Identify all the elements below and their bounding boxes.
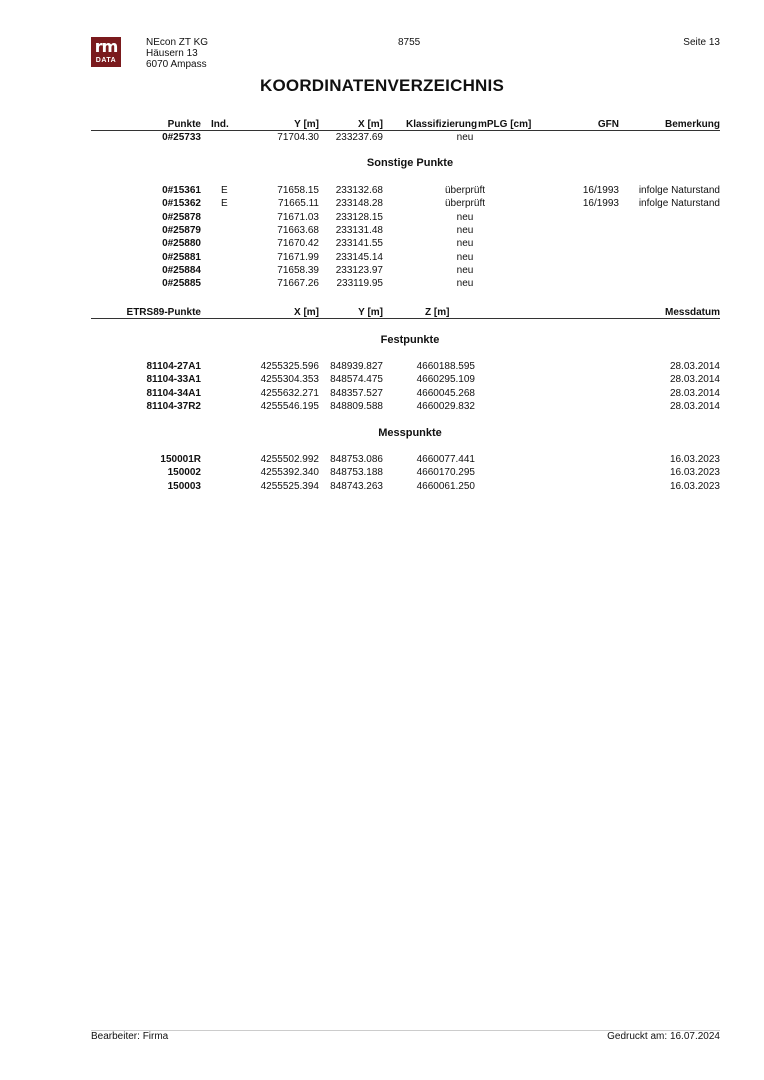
cell-punkte: 0#25885 bbox=[162, 278, 201, 290]
cell-klassifizierung: neu bbox=[456, 251, 474, 263]
section-messpunkte: Messpunkte bbox=[378, 427, 442, 439]
cell-gfn: 16/1993 bbox=[582, 185, 619, 196]
table-row bbox=[0, 251, 764, 264]
cell-punkte: 0#15361 bbox=[162, 185, 201, 196]
cell-x: 4255525.394 bbox=[260, 480, 319, 492]
cell-x: 233141.55 bbox=[335, 238, 383, 250]
cell-x: 233128.15 bbox=[335, 211, 383, 223]
table-row bbox=[0, 373, 764, 386]
col-klassifizierung: Klassifizierung bbox=[406, 119, 478, 130]
cell-y: 71671.03 bbox=[277, 211, 319, 223]
col-y: Y [m] bbox=[294, 119, 319, 130]
cell-punkte: 81104-27A1 bbox=[146, 361, 201, 372]
cell-y: 71658.15 bbox=[277, 185, 319, 196]
section-festpunkte: Festpunkte bbox=[380, 334, 440, 346]
cell-x: 4255392.340 bbox=[260, 467, 319, 479]
cell-x: 4255632.271 bbox=[260, 387, 319, 399]
company-street: Häusern 13 bbox=[146, 48, 198, 59]
col-gfn: GFN bbox=[597, 119, 619, 130]
cell-y: 71667.26 bbox=[277, 278, 319, 290]
table-row bbox=[0, 197, 764, 210]
cell-punkte: 0#25733 bbox=[162, 132, 201, 143]
cell-klassifizierung: neu bbox=[456, 264, 474, 276]
cell-x: 4255546.195 bbox=[260, 400, 319, 412]
cell-punkte: 0#25881 bbox=[162, 251, 201, 263]
cell-z: 4660029.832 bbox=[416, 400, 475, 412]
cell-messdatum: 28.03.2014 bbox=[669, 387, 720, 399]
cell-y: 71658.39 bbox=[277, 264, 319, 276]
cell-y: 848743.263 bbox=[330, 480, 383, 492]
cell-bemerkung: infolge Naturstand bbox=[638, 198, 720, 210]
cell-messdatum: 28.03.2014 bbox=[669, 374, 720, 386]
cell-y: 848574.475 bbox=[330, 374, 383, 386]
cell-x: 233237.69 bbox=[335, 132, 383, 143]
rmdata-logo bbox=[91, 37, 121, 67]
cell-z: 4660188.595 bbox=[416, 361, 475, 372]
cell-punkte: 0#25879 bbox=[162, 224, 201, 236]
cell-y: 848357.527 bbox=[330, 387, 383, 399]
table-row bbox=[0, 277, 764, 290]
cell-klassifizierung: überprüft bbox=[444, 198, 486, 210]
section-sonstige-punkte: Sonstige Punkte bbox=[366, 157, 454, 169]
table-row bbox=[0, 224, 764, 237]
cell-klassifizierung: überprüft bbox=[444, 185, 486, 196]
cell-x: 233131.48 bbox=[335, 224, 383, 236]
cell-messdatum: 28.03.2014 bbox=[669, 400, 720, 412]
table-row bbox=[0, 237, 764, 250]
cell-punkte: 150002 bbox=[167, 467, 201, 479]
company-name: NEcon ZT KG bbox=[146, 37, 209, 48]
cell-y: 71663.68 bbox=[277, 224, 319, 236]
table-row bbox=[0, 184, 764, 197]
cell-messdatum: 28.03.2014 bbox=[669, 361, 720, 372]
cell-klassifizierung: neu bbox=[456, 211, 474, 223]
cell-punkte: 150001R bbox=[160, 454, 201, 465]
table-row bbox=[0, 387, 764, 400]
cell-z: 4660045.268 bbox=[416, 387, 475, 399]
cell-x: 4255304.353 bbox=[260, 374, 319, 386]
cell-x: 233145.14 bbox=[335, 251, 383, 263]
col-mplg: mPLG [cm] bbox=[478, 119, 532, 130]
cell-punkte: 0#25880 bbox=[162, 238, 201, 250]
cell-messdatum: 16.03.2023 bbox=[669, 480, 720, 492]
table-row bbox=[0, 466, 764, 479]
logo-text-data: DATA bbox=[95, 57, 117, 64]
table-row bbox=[0, 480, 764, 493]
col-y: Y [m] bbox=[358, 307, 383, 318]
cell-x: 4255325.596 bbox=[260, 361, 319, 372]
cell-punkte: 150003 bbox=[167, 480, 201, 492]
cell-klassifizierung: neu bbox=[456, 238, 474, 250]
col-z: Z [m] bbox=[425, 307, 450, 318]
col-x: X [m] bbox=[294, 307, 319, 318]
col-messdatum: Messdatum bbox=[664, 307, 720, 318]
cell-x: 233148.28 bbox=[335, 198, 383, 210]
table2-header-rule bbox=[91, 318, 720, 319]
cell-ind: E bbox=[221, 198, 228, 210]
col-ind: Ind. bbox=[211, 119, 229, 130]
cell-z: 4660077.441 bbox=[416, 454, 475, 465]
col-bemerkung: Bemerkung bbox=[664, 119, 720, 130]
company-city: 6070 Ampass bbox=[146, 59, 207, 70]
table-row bbox=[0, 453, 764, 466]
cell-y: 848753.086 bbox=[330, 454, 383, 465]
col-punkte: Punkte bbox=[167, 119, 201, 130]
cell-klassifizierung: neu bbox=[456, 224, 474, 236]
cell-y: 71670.42 bbox=[277, 238, 319, 250]
cell-gfn: 16/1993 bbox=[582, 198, 619, 210]
cell-z: 4660061.250 bbox=[416, 480, 475, 492]
cell-punkte: 0#15362 bbox=[162, 198, 201, 210]
cell-punkte: 81104-33A1 bbox=[146, 374, 201, 386]
cell-klassifizierung: neu bbox=[456, 132, 474, 143]
page-number: Seite 13 bbox=[683, 37, 720, 48]
table-row bbox=[0, 211, 764, 224]
cell-y: 848939.827 bbox=[330, 361, 383, 372]
cell-x: 233132.68 bbox=[335, 185, 383, 196]
cell-y: 848809.588 bbox=[330, 400, 383, 412]
table-row bbox=[0, 360, 764, 373]
project-number: 8755 bbox=[398, 37, 421, 48]
cell-y: 71704.30 bbox=[277, 132, 319, 143]
cell-ind: E bbox=[221, 185, 228, 196]
cell-z: 4660170.295 bbox=[416, 467, 475, 479]
cell-klassifizierung: neu bbox=[456, 278, 474, 290]
cell-bemerkung: infolge Naturstand bbox=[638, 185, 720, 196]
table-row bbox=[0, 131, 764, 144]
logo-text-rm: rm bbox=[94, 37, 118, 56]
cell-y: 848753.188 bbox=[330, 467, 383, 479]
cell-messdatum: 16.03.2023 bbox=[669, 454, 720, 465]
table-row bbox=[0, 400, 764, 413]
page-title: KOORDINATENVERZEICHNIS bbox=[260, 76, 504, 95]
footer-bearbeiter: Bearbeiter: Firma bbox=[91, 1031, 169, 1042]
table-row bbox=[0, 264, 764, 277]
cell-x: 4255502.992 bbox=[260, 454, 319, 465]
cell-punkte: 81104-37R2 bbox=[146, 400, 201, 412]
cell-y: 71665.11 bbox=[278, 198, 319, 210]
footer-print-date: Gedruckt am: 16.07.2024 bbox=[607, 1031, 720, 1042]
cell-x: 233123.97 bbox=[335, 264, 383, 276]
col-etrs-punkte: ETRS89-Punkte bbox=[126, 307, 201, 318]
cell-punkte: 0#25878 bbox=[162, 211, 201, 223]
cell-punkte: 81104-34A1 bbox=[146, 387, 201, 399]
col-x: X [m] bbox=[358, 119, 383, 130]
cell-messdatum: 16.03.2023 bbox=[669, 467, 720, 479]
cell-x: 233119.95 bbox=[336, 278, 383, 290]
cell-punkte: 0#25884 bbox=[162, 264, 201, 276]
cell-z: 4660295.109 bbox=[416, 374, 475, 386]
cell-y: 71671.99 bbox=[277, 251, 319, 263]
